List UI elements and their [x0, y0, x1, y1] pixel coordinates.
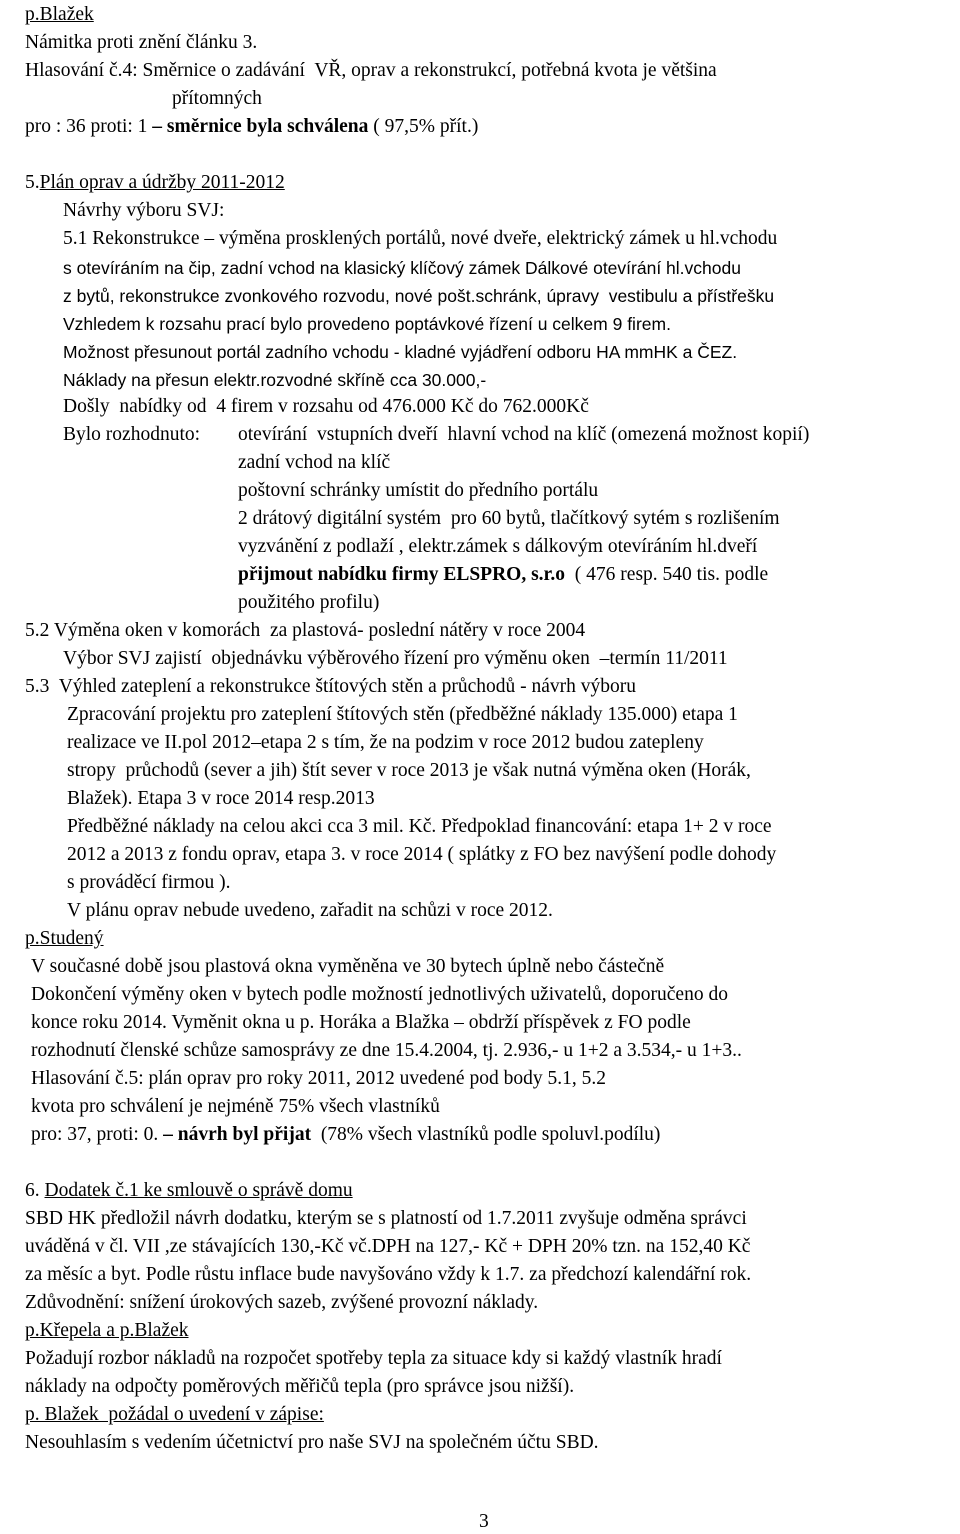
- s53-line7: 2012 a 2013 z fondu oprav, etapa 3. v roce 2014 ( splátky z FO bez navýšení podle dohody: [67, 844, 777, 865]
- s6-line2: uváděná v čl. VII ,ze stávajících 130,-Kč vč.DPH na 127,- Kč + DPH 20% tzn. na 152,40 Kč: [25, 1236, 751, 1257]
- vote4-line2: přítomných: [172, 88, 262, 109]
- s51-decision2: zadní vchod na klíč: [238, 452, 391, 473]
- s53-line3: realizace ve II.pol 2012–etapa 2 s tím, že na podzim v roce 2012 budou zatepleny: [67, 732, 704, 753]
- studeny-line3: konce roku 2014. Vyměnit okna u p. Horáka a Blažka – obdrží příspěvek z FO podle: [31, 1012, 691, 1033]
- s6-line4: Zdůvodnění: snížení úrokových sazeb, zvýšené provozní náklady.: [25, 1292, 539, 1313]
- vote4-counts: pro : 36 proti: 1: [25, 116, 153, 137]
- section5-heading: [25, 171, 285, 195]
- s51-decision4: 2 drátový digitální systém pro 60 bytů, tlačítkový sytém s rozlišením: [238, 508, 780, 529]
- s51-line3: z bytů, rekonstrukce zvonkového rozvodu, nové pošt.schránk, úpravy vestibulu a přístřešku: [63, 286, 775, 306]
- vote4-approved: – směrnice byla schválena: [152, 116, 369, 137]
- s52-line1: 5.2 Výměna oken v komorách za plastová- poslední nátěry v roce 2004: [25, 620, 586, 641]
- section6-heading: [25, 1179, 353, 1203]
- vote4-line1: Hlasování č.4: Směrnice o zadávání VŘ, oprav a rekonstrukcí, potřebná kvota je většina: [25, 60, 717, 81]
- s51-decision7: použitého profilu): [238, 592, 380, 613]
- section5-title: Plán oprav a údržby 2011-2012: [39, 172, 285, 193]
- s51-decision5: vyzvánění z podlaží , elektr.zámek s dálkovým otevíráním hl.dveří: [238, 536, 758, 557]
- s6-line6: náklady na odpočty poměrových měřičů tepla (pro správce jsou nižší).: [25, 1376, 575, 1397]
- vote5-approved: – návrh byl přijat: [163, 1124, 312, 1145]
- studeny-line6: kvota pro schválení je nejméně 75% všech vlastníků: [31, 1096, 440, 1117]
- studeny-line2: Dokončení výměny oken v bytech podle možností jednotlivých uživatelů, doporučeno do: [31, 984, 728, 1005]
- s53-line6: Předběžné náklady na celou akci cca 3 mil. Kč. Předpoklad financování: etapa 1+ 2 v roce: [67, 816, 772, 837]
- s51-decision3: poštovní schránky umístit do předního portálu: [238, 480, 599, 501]
- s6-line3: za měsíc a byt. Podle růstu inflace bude navyšováno vždy k 1.7. za předchozí kalendářní rok.: [25, 1264, 752, 1285]
- blazek-request: p. Blažek požádal o uvedení v zápise:: [25, 1404, 324, 1425]
- s53-line8: s prováděcí firmou ).: [67, 872, 231, 893]
- vote5-result: [31, 1123, 660, 1147]
- section6-number: 6.: [25, 1180, 45, 1201]
- speaker-name: Studený: [39, 928, 104, 949]
- s51-line1: 5.1 Rekonstrukce – výměna prosklených portálů, nové dveře, elektrický zámek u hl.vchodu: [63, 228, 778, 249]
- s53-line1: 5.3 Výhled zateplení a rekonstrukce štítových stěn a průchodů - návrh výboru: [25, 676, 637, 697]
- s6-line5: Požadují rozbor nákladů na rozpočet spotřeby tepla za situace kdy si každý vlastník hradí: [25, 1348, 722, 1369]
- s51-line7: Došly nabídky od 4 firem v rozsahu od 476.000 Kč do 762.000Kč: [63, 396, 589, 417]
- s6-line7: Nesouhlasím s vedením účetnictví pro naše SVJ na společném účtu SBD.: [25, 1432, 599, 1453]
- s51-line6: Náklady na přesun elektr.rozvodné skříně cca 30.000,-: [63, 370, 487, 390]
- s52-line2: Výbor SVJ zajistí objednávku výběrového řízení pro výměnu oken –termín 11/2011: [63, 648, 728, 669]
- s51-decision1: otevírání vstupních dveří hlavní vchod na klíč (omezená možnost kopií): [238, 424, 810, 445]
- s53-line4: stropy průchodů (sever a jih) štít sever v roce 2013 je však nutná výměna oken (Horák,: [67, 760, 751, 781]
- speaker-studeny: [25, 927, 104, 951]
- s51-offer-price: ( 476 resp. 540 tis. podle: [565, 564, 769, 585]
- section5-proposals: Návrhy výboru SVJ:: [63, 200, 225, 221]
- speaker-blazek: p.Blažek: [25, 4, 94, 25]
- s53-line9: V plánu oprav nebude uvedeno, zařadit na schůzi v roce 2012.: [67, 900, 553, 921]
- studeny-line5: Hlasování č.5: plán oprav pro roky 2011, 2012 uvedené pod body 5.1, 5.2: [31, 1068, 606, 1089]
- s53-line5: Blažek). Etapa 3 v roce 2014 resp.2013: [67, 788, 375, 809]
- vote4-percent: ( 97,5% přít.): [368, 116, 479, 137]
- s51-decision6: [238, 563, 768, 587]
- vote5-counts: pro: 37, proti: 0.: [31, 1124, 164, 1145]
- section6-title: Dodatek č.1 ke smlouvě o správě domu: [44, 1180, 353, 1201]
- objection-text: Námitka proti znění článku 3.: [25, 32, 258, 53]
- speaker-prefix: p.: [25, 928, 40, 949]
- s51-accepted-offer: přijmout nabídku firmy ELSPRO, s.r.o: [238, 564, 566, 585]
- vote5-percent: (78% všech vlastníků podle spoluvl.podílu): [311, 1124, 661, 1145]
- section5-number: 5.: [25, 172, 40, 193]
- studeny-line4: rozhodnutí členské schůze samosprávy ze dne 15.4.2004, tj. 2.936,- u 1+2 a 3.534,- u 1+3..: [31, 1040, 742, 1061]
- s53-line2: Zpracování projektu pro zateplení štítových stěn (předběžné náklady 135.000) etapa 1: [67, 704, 738, 725]
- s6-line1: SBD HK předložil návrh dodatku, kterým se s platností od 1.7.2011 zvyšuje odměna správci: [25, 1208, 747, 1229]
- speakers-krepela-blazek: p.Křepela a p.Blažek: [25, 1320, 189, 1341]
- s51-line4: Vzhledem k rozsahu prací bylo provedeno poptávkové řízení u celkem 9 firem.: [63, 314, 671, 334]
- studeny-line1: V současné době jsou plastová okna vyměněna ve 30 bytech úplně nebo částečně: [31, 956, 665, 977]
- s51-line2: s otevíráním na čip, zadní vchod na klasický klíčový zámek Dálkové otevírání hl.vchodu: [63, 258, 741, 278]
- s51-line5: Možnost přesunout portál zadního vchodu - kladné vyjádření odboru HA mmHK a ČEZ.: [63, 342, 738, 362]
- page-number: 3: [479, 1511, 489, 1532]
- s51-decision-label: Bylo rozhodnuto:: [63, 424, 201, 445]
- vote4-result: [25, 115, 478, 139]
